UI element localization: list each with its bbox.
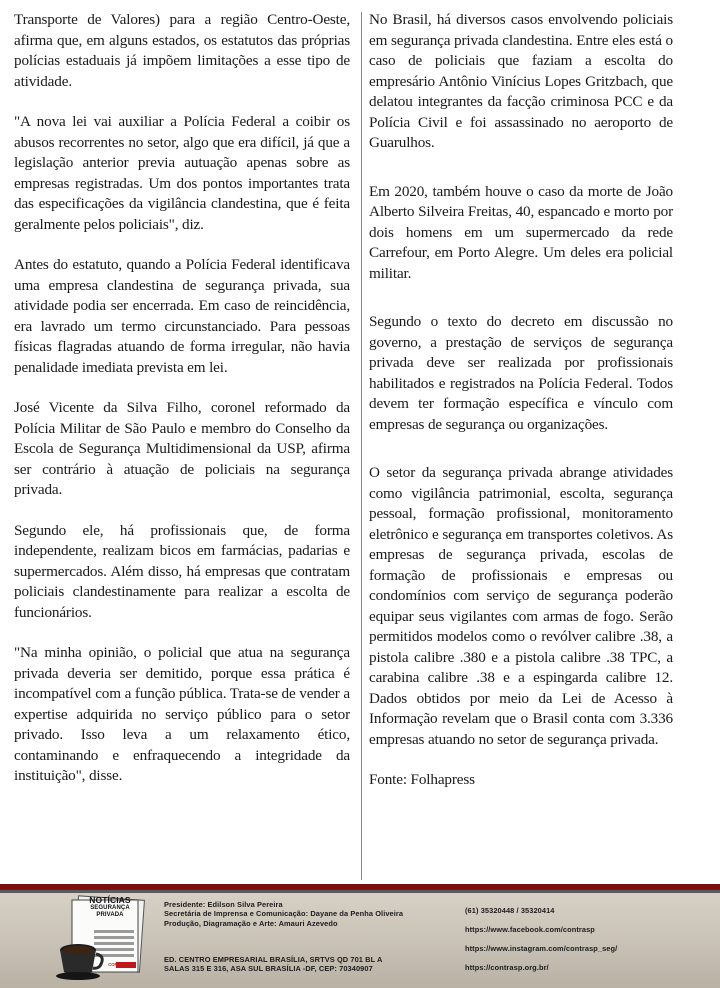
- logo-title-line: SEGURANÇA: [90, 905, 130, 911]
- address: [164, 955, 454, 974]
- paragraph: O setor da segurança privada abrange atividades como vigilância patrimonial, escolta, segurança pessoal, formação profissional, monitoramento eletrônico e segurança em transportes coletivos. As empresas de segurança privada, escolas de formação de profissionais e empresas ou condomínios com serviço de segurança poderão equipar seus vigilantes com armas de fogo. Serão permitidos modelos como o revólver calibre .38, a pistola calibre .380 e a pistola calibre .38 TPC, a carabina calibre .38 e a espingarda calibre 12. Dados obtidos por meio da Lei de Acesso à Informação revelam que o Brasil conta com 3.336 empresas atuando no setor de segurança privada.: [369, 464, 673, 748]
- credit-production: Produção, Diagramação e Arte: Amauri Azevedo: [164, 918, 338, 928]
- address-line: ED. CENTRO EMPRESARIAL BRASÍLIA, SRTVS QD 701 BL A: [164, 955, 383, 964]
- left-column: [14, 10, 350, 807]
- paragraph: No Brasil, há diversos casos envolvendo policiais em segurança privada clandestina. Entre eles está o caso de policiais que faziam a escolta do empresário Antônio Vinícius Lopes Gritzbach, que delatou integrantes da facção criminosa PCC e da Polícia Civil e foi assassinado no aeroporto de Guarulhos.: [369, 11, 673, 151]
- logo-badge: CONTRASP: [108, 962, 132, 967]
- paragraph: Segundo ele, há profissionais que, de forma independente, realizam bicos em farmácias, padarias e supermercados. Além disso, há empresas que contratam policiais clandestinamente para realizar a escolta de funcionários.: [14, 521, 350, 621]
- right-column: [369, 10, 673, 811]
- credit-president: Presidente: Edilson Silva Pereira: [164, 900, 283, 909]
- instagram-link[interactable]: https://www.instagram.com/contrasp_seg/: [465, 944, 618, 953]
- paragraph: Transporte de Valores) para a região Centro-Oeste, afirma que, em alguns estados, os estatutos das próprias polícias estaduais já impõem limitações a esse tipo de atividade.: [14, 11, 350, 90]
- address-line: SALAS 315 E 316, ASA SUL BRASÍLIA -DF, CEP: 70340907: [164, 964, 373, 974]
- paragraph: "Na minha opinião, o policial que atua na segurança privada deveria ser demitido, porque essa prática é incompatível com a função pública. Trata-se de vender a expertise adquirida no serviço público para o setor privado. Isso leva a um relaxamento ético, contaminando e enfraquecendo a integridade da instituição", disse.: [14, 644, 350, 784]
- column-divider: [361, 12, 362, 880]
- contacts: [465, 906, 705, 982]
- logo-title-line: NOTÍCIAS: [89, 895, 131, 905]
- website-link[interactable]: https://contrasp.org.br/: [465, 963, 549, 972]
- logo-title-line: PRIVADA: [96, 912, 124, 918]
- footer-grey-stripe: [0, 890, 720, 893]
- paragraph: José Vicente da Silva Filho, coronel reformado da Polícia Militar de São Paulo e membro do Conselho da Escola de Segurança Multidimensional da USP, afirma ser contrário à atuação de policiais na segurança privada.: [14, 399, 350, 498]
- source-credit: Fonte: Folhapress: [369, 771, 475, 788]
- paragraph: Segundo o texto do decreto em discussão no governo, a prestação de serviços de segurança privada deve ser realizada por profissionais habilitados e registrados na Polícia Federal. Todos devem ter formação específica e vínculo com empresas de segurança ou organizações.: [369, 313, 673, 433]
- footer-banner: [0, 884, 720, 988]
- facebook-link[interactable]: https://www.facebook.com/contrasp: [465, 925, 595, 934]
- phone: (61) 35320448 / 35320414: [465, 906, 555, 915]
- paragraph: Antes do estatuto, quando a Polícia Federal identificava uma empresa clandestina de segurança privada, sua atividade podia ser encerrada. Em caso de reincidência, era lavrado um termo circunstanciado. Para pessoas físicas flagradas atuando de forma irregular, não havia penalidade imediata prevista em lei.: [14, 256, 350, 376]
- paragraph: "A nova lei vai auxiliar a Polícia Federal a coibir os abusos recorrentes no setor, algo que era difícil, já que a legislação anterior previa autuação apenas sobre as empresas registradas. Um dos pontos importantes trata das especificações da vigilância clandestina, que é feita geralmente pelos policiais", diz.: [14, 113, 350, 233]
- credits: [164, 900, 454, 928]
- logo-title: [78, 896, 142, 919]
- credit-press: Secretária de Imprensa e Comunicação: Dayane da Penha Oliveira: [164, 909, 404, 919]
- paragraph: Em 2020, também houve o caso da morte de João Alberto Silveira Freitas, 40, espancado e morto por dois homens em um supermercado da rede Carrefour, em Porto Alegre. Um deles era policial militar.: [369, 182, 673, 282]
